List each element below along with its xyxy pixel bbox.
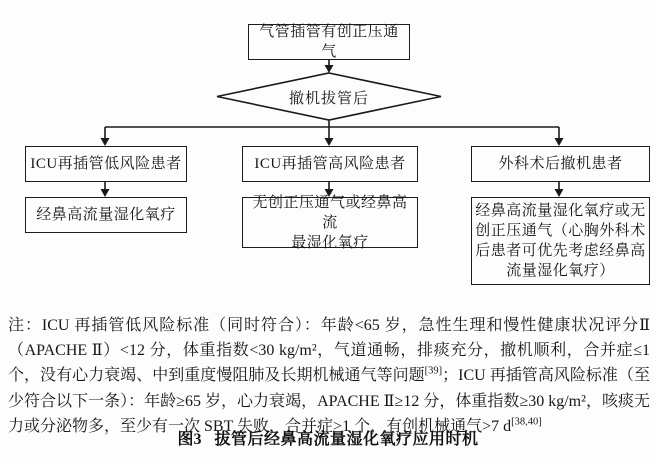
footnote-reference-39: [39] — [424, 366, 443, 378]
flow-node-branch-postsurgical — [471, 146, 650, 182]
outcome-line: 最湿化氧疗 — [291, 234, 369, 251]
arrowhead-right-to-outcome — [555, 189, 564, 197]
arrowhead-rail-to-right — [555, 138, 564, 146]
arrowhead-decision-to-mid — [325, 138, 334, 146]
flow-node-outcome-hfnc-or-nippv — [471, 197, 650, 285]
figure-footnote — [8, 313, 650, 439]
flow-node-branch-icu-low-risk — [25, 146, 187, 182]
arrowhead-left-to-outcome — [101, 189, 110, 197]
outcome-line: 经鼻高流量湿化氧疗或无 — [475, 203, 646, 219]
footnote-text-2: ；ICU 再插管高风险标准（至少符合以下一条）：年龄≥65 岁，心力衰竭，APACHE Ⅱ≥12 分，体重指数≥30 kg/m²，咳痰无力或分泌物多，至少有一次 SBT 失败，合并症>1 个，有创机械通气>7 d — [8, 367, 650, 435]
outcome-line: 后患者可优先考虑经鼻高 — [475, 243, 646, 259]
flow-node-decision-label: 撤机拔管后 — [288, 91, 369, 107]
figure-caption — [0, 426, 656, 449]
figure-caption-title: 拔管后经鼻高流量湿化氧疗应用时机 — [214, 431, 479, 448]
outcome-line: 经鼻高流量湿化氧疗 — [36, 207, 176, 223]
footnote-text-1: 注：ICU 再插管低风险标准（同时符合）：年龄<65 岁，急性生理和慢性健康状况评分Ⅱ（APACHE Ⅱ）<12 分，体重指数<30 kg/m²，气道通畅，排痰充分，撤机顺利，合并症≤1 个，没有心力衰竭、中到重度慢阻肺及长期机械通气等问题 — [8, 317, 650, 385]
arrowhead-start-to-decision — [325, 65, 334, 73]
branch-label: ICU再插管高风险患者 — [254, 156, 406, 172]
outcome-line: 流量湿化氧疗） — [506, 263, 615, 279]
flow-node-branch-icu-high-risk — [242, 146, 418, 182]
outcome-line: 创正压通气（心胸外科术 — [475, 223, 646, 239]
footnote-reference-38-40: [38,40] — [511, 416, 542, 428]
flow-node-outcome-nippv-or-hfnc — [242, 194, 418, 251]
flow-node-outcome-hfnc — [25, 197, 187, 233]
branch-label: ICU再插管低风险患者 — [30, 156, 182, 172]
flow-node-start — [248, 24, 410, 60]
branch-label: 外科术后撤机患者 — [498, 156, 623, 172]
outcome-line: 无创正压通气或经鼻高流 — [252, 194, 408, 231]
figure-caption-number: 图3 — [177, 431, 202, 448]
arrowhead-rail-to-left — [101, 138, 110, 146]
flow-node-start-label: 气管插管有创正压通气 — [259, 24, 399, 60]
